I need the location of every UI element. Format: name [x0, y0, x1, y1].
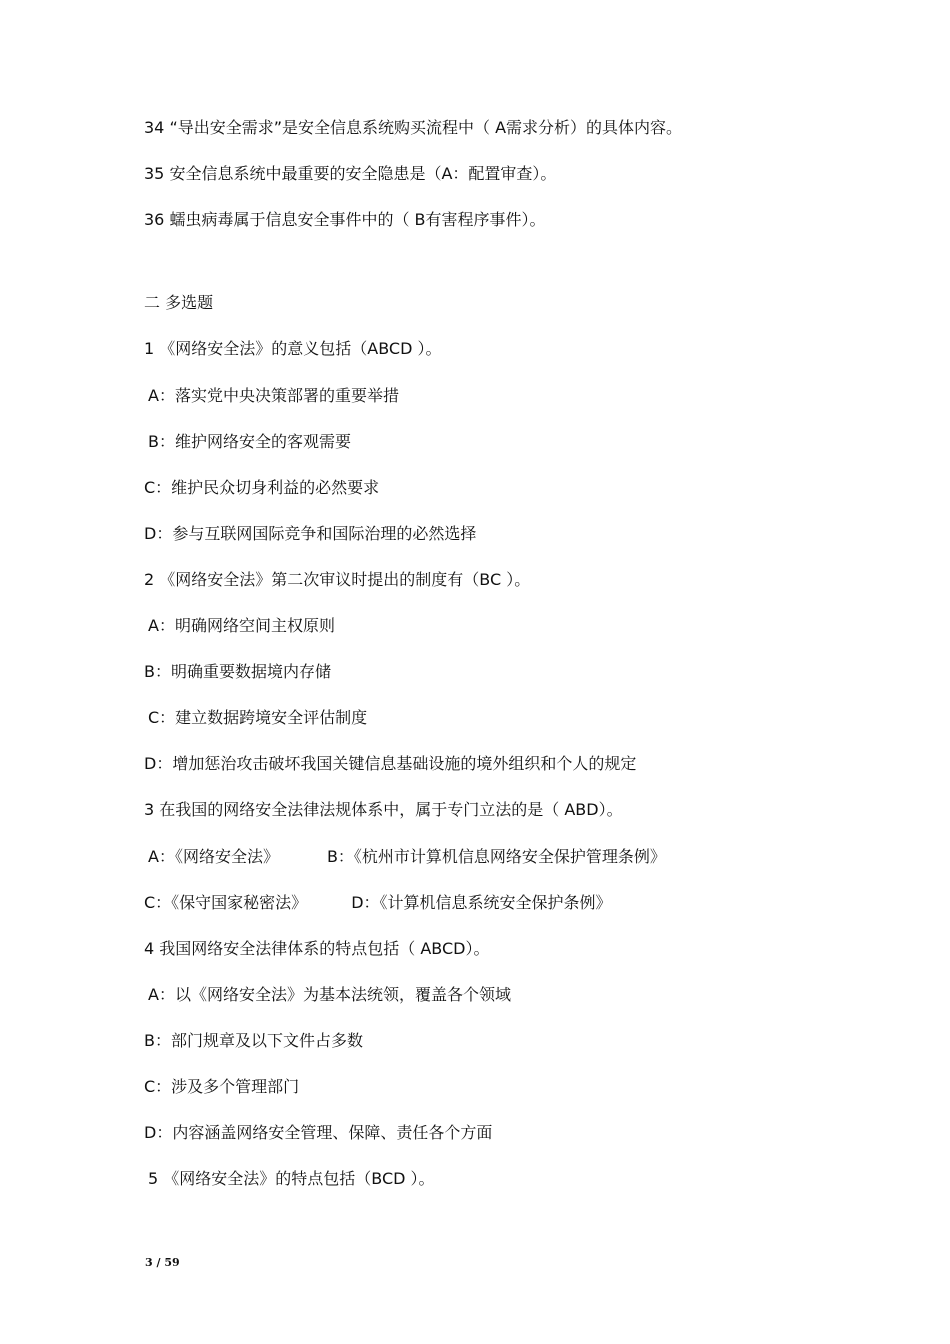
question-2-option-a: A：明确网络空间主权原则 [148, 616, 335, 635]
question-35: 35 安全信息系统中最重要的安全隐患是（A：配置审查）。 [144, 164, 557, 183]
question-1-stem: 1 《网络安全法》的意义包括（ABCD ）。 [144, 339, 442, 358]
question-2-option-d: D：增加惩治攻击破坏我国关键信息基础设施的境外组织和个人的规定 [144, 754, 637, 773]
question-1-option-a: A：落实党中央决策部署的重要举措 [148, 386, 399, 405]
question-4-option-a: A：以《网络安全法》为基本法统领，覆盖各个领域 [148, 985, 511, 1004]
question-3-options-row-2 [144, 892, 612, 914]
question-4-option-d: D：内容涵盖网络安全管理、保障、责任各个方面 [144, 1123, 493, 1142]
question-1-option-d: D：参与互联网国际竞争和国际治理的必然选择 [144, 524, 477, 543]
question-3-option-a: A：《网络安全法》 [148, 847, 279, 866]
question-3-options-row-1 [148, 846, 666, 868]
question-4-stem: 4 我国网络安全法律体系的特点包括（ ABCD）。 [144, 939, 490, 958]
question-1-option-c: C：维护民众切身利益的必然要求 [144, 478, 380, 497]
page-number: 3 / 59 [145, 1256, 180, 1269]
question-3-option-d: D：《计算机信息系统安全保护条例》 [351, 893, 612, 912]
question-2-option-c: C：建立数据跨境安全评估制度 [148, 708, 368, 727]
question-4-option-c: C：涉及多个管理部门 [144, 1077, 300, 1096]
question-2-option-b: B：明确重要数据境内存储 [144, 662, 331, 681]
question-3-option-b: B：《杭州市计算机信息网络安全保护管理条例》 [326, 847, 666, 866]
question-3-option-c: C：《保守国家秘密法》 [144, 893, 308, 912]
question-1-option-b: B：维护网络安全的客观需要 [148, 432, 351, 451]
question-36: 36 蠕虫病毒属于信息安全事件中的（ B有害程序事件）。 [144, 210, 546, 229]
question-4-option-b: B：部门规章及以下文件占多数 [144, 1031, 363, 1050]
question-2-stem: 2 《网络安全法》第二次审议时提出的制度有（BC ）。 [144, 570, 531, 589]
section-title: 二 多选题 [144, 293, 214, 312]
question-5-stem: 5 《网络安全法》的特点包括（BCD ）。 [148, 1169, 435, 1188]
question-34: 34 “导出安全需求”是安全信息系统购买流程中（ A需求分析）的具体内容。 [144, 118, 683, 137]
question-3-stem: 3 在我国的网络安全法律法规体系中，属于专门立法的是（ ABD）。 [144, 800, 623, 819]
